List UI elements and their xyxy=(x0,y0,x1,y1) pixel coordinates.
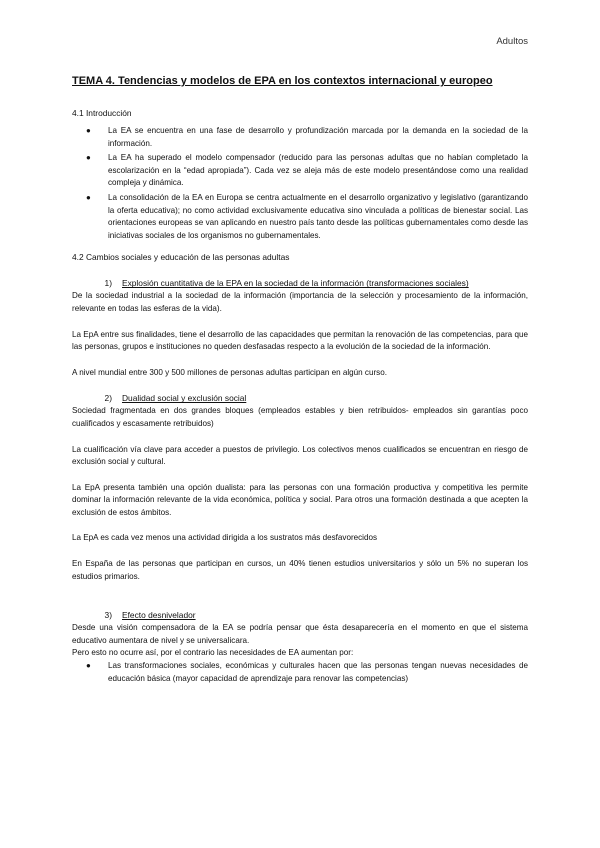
paragraph: Pero esto no ocurre así, por el contrario las necesidades de EA aumentan por: xyxy=(72,648,354,658)
intro-bullet-list xyxy=(72,125,528,242)
paragraph: En España de las personas que participan en cursos, un 40% tienen estudios universitarios y sólo un 5% no superan los estudios primarios. xyxy=(72,559,528,581)
list-item: ● Las transformaciones sociales, económicas y culturales hacen que las personas tengan nuevas necesidades de educación básica (mayor capacidad de aprendizaje para renovar las competencias) xyxy=(86,661,528,683)
section-heading-cambios: 4.2 Cambios sociales y educación de las personas adultas xyxy=(72,252,290,263)
subsection-heading-3: 3) Efecto desnivelador xyxy=(104,610,196,621)
document-body xyxy=(72,74,528,695)
paragraph: La EpA entre sus finalidades, tiene el desarrollo de las capacidades que permitan la renovación de las competencias, para que las personas, grupos e instituciones no queden desfasadas respecto a la evolución de la sociedad de la información. xyxy=(72,329,528,352)
bullet-icon: ● xyxy=(86,126,91,135)
efecto-bullet-list xyxy=(72,660,528,685)
document-title: TEMA 4. Tendencias y modelos de EPA en los contextos internacional y europeo xyxy=(72,75,493,87)
paragraph: La EpA es cada vez menos una actividad dirigida a los sustratos más desfavorecidos xyxy=(72,533,378,543)
paragraph: A nivel mundial entre 300 y 500 millones de personas adultas participan en algún curso. xyxy=(72,367,387,377)
list-item: ● La consolidación de la EA en Europa se centra actualmente en el desarrollo organizativo y legislativo (garantizando la oferta educativa); no como actividad exclusivamente educativa sino vinculada a políticas de bienestar social. Las orientaciones europeas se van aplicando en nuestro país tanto desde las políticas gubernamentales como desde las iniciativas sociales de los organismos no gubernamentales. xyxy=(86,192,528,240)
section-heading-introduccion: 4.1 Introducción xyxy=(72,108,132,118)
bullet-icon: ● xyxy=(86,153,91,163)
paragraph: Sociedad fragmentada en dos grandes bloques (empleados estables y bien retribuidos- empleados sin garantías poco cualificados y escasamente retribuidos) xyxy=(72,406,528,428)
paragraph: De la sociedad industrial a la sociedad de la información (importancia de la selección y procesamiento de la información, relevante en todas las esferas de la vida). xyxy=(72,291,528,313)
bullet-icon: ● xyxy=(86,661,91,671)
paragraph: La EpA presenta también una opción dualista: para las personas con una formación productiva y competitiva les permite dominar la información relevante de la vida económica, política y social. Para otros una formación destinada a que acepten la exclusión de estos ámbitos. xyxy=(72,482,528,517)
paragraph: Desde una visión compensadora de la EA se podría pensar que ésta desaparecería en el momento en que el sistema educativo aumentara de nivel y se universalicara. xyxy=(72,623,528,645)
bullet-icon: ● xyxy=(86,192,91,202)
list-item: ● La EA se encuentra en una fase de desarrollo y profundización marcada por la demanda en la sociedad de la información. xyxy=(86,126,528,148)
list-item: ● La EA ha superado el modelo compensador (reducido para las personas adultas que no habían completado la escolarización en la “edad apropiada”). Cada vez se aleja más de este modelo presentándose como una realidad compleja y dinámica. xyxy=(86,153,528,188)
paragraph: La cualificación vía clave para acceder a puestos de privilegio. Los colectivos menos cualificados se encuentran en riesgo de exclusión social y cultural. xyxy=(72,444,528,467)
subsection-heading-1: 1) Explosión cuantitativa de la EPA en la sociedad de la información (transformaciones sociales) xyxy=(104,278,469,289)
page-header: Adultos xyxy=(496,36,528,47)
subsection-heading-2: 2) Dualidad social y exclusión social xyxy=(104,393,247,404)
